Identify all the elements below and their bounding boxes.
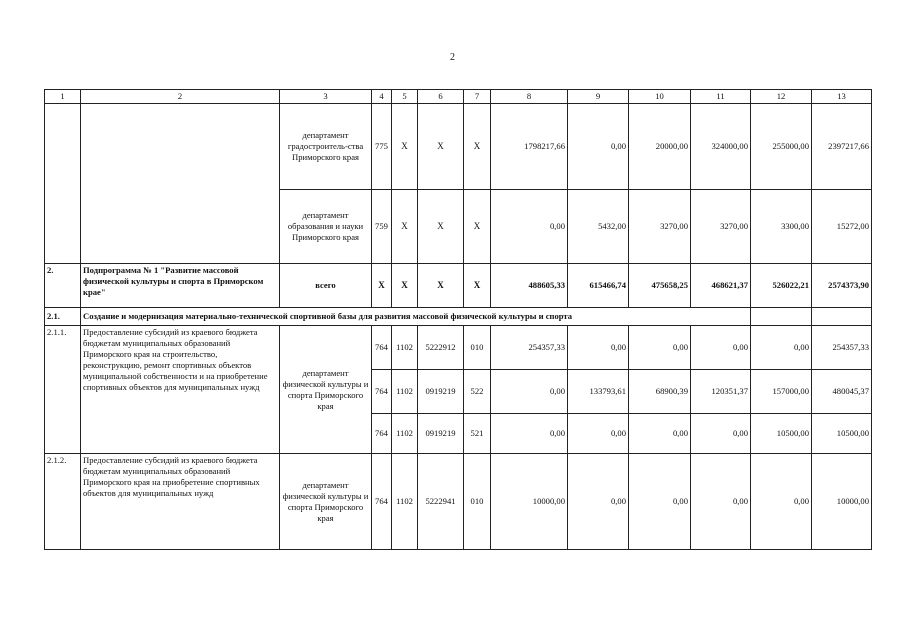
column-number: 13 xyxy=(812,90,872,104)
code-cell: 1102 xyxy=(392,454,418,550)
section-title: Создание и модернизация материально-технической спортивной базы для развития массовой физической культуры и спорта xyxy=(81,308,751,326)
row-number: 2. xyxy=(45,264,81,308)
executor-cell: департамент физической культуры и спорта Приморского края xyxy=(280,454,372,550)
amount-cell: 488605,33 xyxy=(491,264,568,308)
column-number: 11 xyxy=(691,90,751,104)
amount-cell: 480045,37 xyxy=(812,370,872,414)
column-number: 12 xyxy=(751,90,812,104)
code-cell: Х xyxy=(418,264,464,308)
empty-cell xyxy=(45,104,81,264)
amount-cell: 157000,00 xyxy=(751,370,812,414)
amount-cell: 0,00 xyxy=(568,104,629,190)
amount-cell: 0,00 xyxy=(751,326,812,370)
row-number: 2.1.1. xyxy=(45,326,81,454)
budget-table xyxy=(44,89,872,550)
amount-cell: 1798217,66 xyxy=(491,104,568,190)
amount-cell: 10000,00 xyxy=(491,454,568,550)
subprogram-row xyxy=(45,264,872,308)
table-row xyxy=(45,104,872,190)
code-cell: 5222941 xyxy=(418,454,464,550)
code-cell: 764 xyxy=(372,370,392,414)
code-cell: 759 xyxy=(372,190,392,264)
amount-cell: 3270,00 xyxy=(629,190,691,264)
amount-cell: 5432,00 xyxy=(568,190,629,264)
amount-cell: 133793,61 xyxy=(568,370,629,414)
column-number: 6 xyxy=(418,90,464,104)
code-cell: Х xyxy=(464,264,491,308)
executor-cell: департамент градостроитель-ства Приморского края xyxy=(280,104,372,190)
code-cell: 010 xyxy=(464,454,491,550)
amount-cell: 120351,37 xyxy=(691,370,751,414)
table-row xyxy=(45,326,872,370)
column-number: 8 xyxy=(491,90,568,104)
row-number: 2.1.2. xyxy=(45,454,81,550)
column-number: 3 xyxy=(280,90,372,104)
table-row xyxy=(45,454,872,550)
executor-cell: департамент образования и науки Приморского края xyxy=(280,190,372,264)
amount-cell: 3270,00 xyxy=(691,190,751,264)
amount-cell: 2574373,90 xyxy=(812,264,872,308)
amount-cell: 3300,00 xyxy=(751,190,812,264)
code-cell: 522 xyxy=(464,370,491,414)
amount-cell: 0,00 xyxy=(629,454,691,550)
column-number: 2 xyxy=(81,90,280,104)
column-number: 9 xyxy=(568,90,629,104)
code-cell: 1102 xyxy=(392,414,418,454)
amount-cell: 526022,21 xyxy=(751,264,812,308)
section-row xyxy=(45,308,872,326)
item-title: Предоставление субсидий из краевого бюджета бюджетам муниципальных образований Приморского края на приобретение спортивных объектов для муниципальных нужд xyxy=(81,454,280,550)
code-cell: 010 xyxy=(464,326,491,370)
column-number-row xyxy=(45,90,872,104)
empty-cell xyxy=(812,308,872,326)
code-cell: Х xyxy=(392,190,418,264)
amount-cell: 2397217,66 xyxy=(812,104,872,190)
amount-cell: 0,00 xyxy=(491,414,568,454)
amount-cell: 0,00 xyxy=(491,370,568,414)
amount-cell: 0,00 xyxy=(568,326,629,370)
amount-cell: 254357,33 xyxy=(812,326,872,370)
amount-cell: 615466,74 xyxy=(568,264,629,308)
amount-cell: 324000,00 xyxy=(691,104,751,190)
column-number: 10 xyxy=(629,90,691,104)
column-number: 4 xyxy=(372,90,392,104)
amount-cell: 0,00 xyxy=(629,326,691,370)
code-cell: 775 xyxy=(372,104,392,190)
code-cell: Х xyxy=(418,104,464,190)
code-cell: 764 xyxy=(372,454,392,550)
code-cell: 0919219 xyxy=(418,414,464,454)
row-number: 2.1. xyxy=(45,308,81,326)
code-cell: 1102 xyxy=(392,370,418,414)
executor-cell: департамент физической культуры и спорта Приморского края xyxy=(280,326,372,454)
amount-cell: 0,00 xyxy=(751,454,812,550)
column-number: 1 xyxy=(45,90,81,104)
empty-cell xyxy=(81,104,280,264)
amount-cell: 0,00 xyxy=(629,414,691,454)
executor-cell: всего xyxy=(280,264,372,308)
code-cell: Х xyxy=(418,190,464,264)
item-title: Предоставление субсидий из краевого бюджета бюджетам муниципальных образований Приморского края на строительство, реконструкцию, ремонт спортивных объектов муниципальной собственности и на приобретение спортивных объектов для муниципальных нужд xyxy=(81,326,280,454)
amount-cell: 68900,39 xyxy=(629,370,691,414)
amount-cell: 475658,25 xyxy=(629,264,691,308)
code-cell: 0919219 xyxy=(418,370,464,414)
amount-cell: 255000,00 xyxy=(751,104,812,190)
amount-cell: 0,00 xyxy=(568,454,629,550)
code-cell: 5222912 xyxy=(418,326,464,370)
amount-cell: 0,00 xyxy=(491,190,568,264)
amount-cell: 0,00 xyxy=(568,414,629,454)
amount-cell: 0,00 xyxy=(691,414,751,454)
code-cell: Х xyxy=(372,264,392,308)
amount-cell: 10500,00 xyxy=(751,414,812,454)
amount-cell: 10500,00 xyxy=(812,414,872,454)
empty-cell xyxy=(751,308,812,326)
code-cell: 764 xyxy=(372,326,392,370)
code-cell: 764 xyxy=(372,414,392,454)
amount-cell: 15272,00 xyxy=(812,190,872,264)
subprogram-title: Подпрограмма № 1 "Развитие массовой физической культуры и спорта в Приморском крае" xyxy=(81,264,280,308)
code-cell: Х xyxy=(392,264,418,308)
code-cell: 1102 xyxy=(392,326,418,370)
code-cell: Х xyxy=(464,104,491,190)
code-cell: Х xyxy=(392,104,418,190)
amount-cell: 468621,37 xyxy=(691,264,751,308)
amount-cell: 254357,33 xyxy=(491,326,568,370)
column-number: 5 xyxy=(392,90,418,104)
page-number: 2 xyxy=(450,52,455,63)
code-cell: 521 xyxy=(464,414,491,454)
amount-cell: 20000,00 xyxy=(629,104,691,190)
amount-cell: 0,00 xyxy=(691,326,751,370)
code-cell: Х xyxy=(464,190,491,264)
column-number: 7 xyxy=(464,90,491,104)
amount-cell: 10000,00 xyxy=(812,454,872,550)
amount-cell: 0,00 xyxy=(691,454,751,550)
